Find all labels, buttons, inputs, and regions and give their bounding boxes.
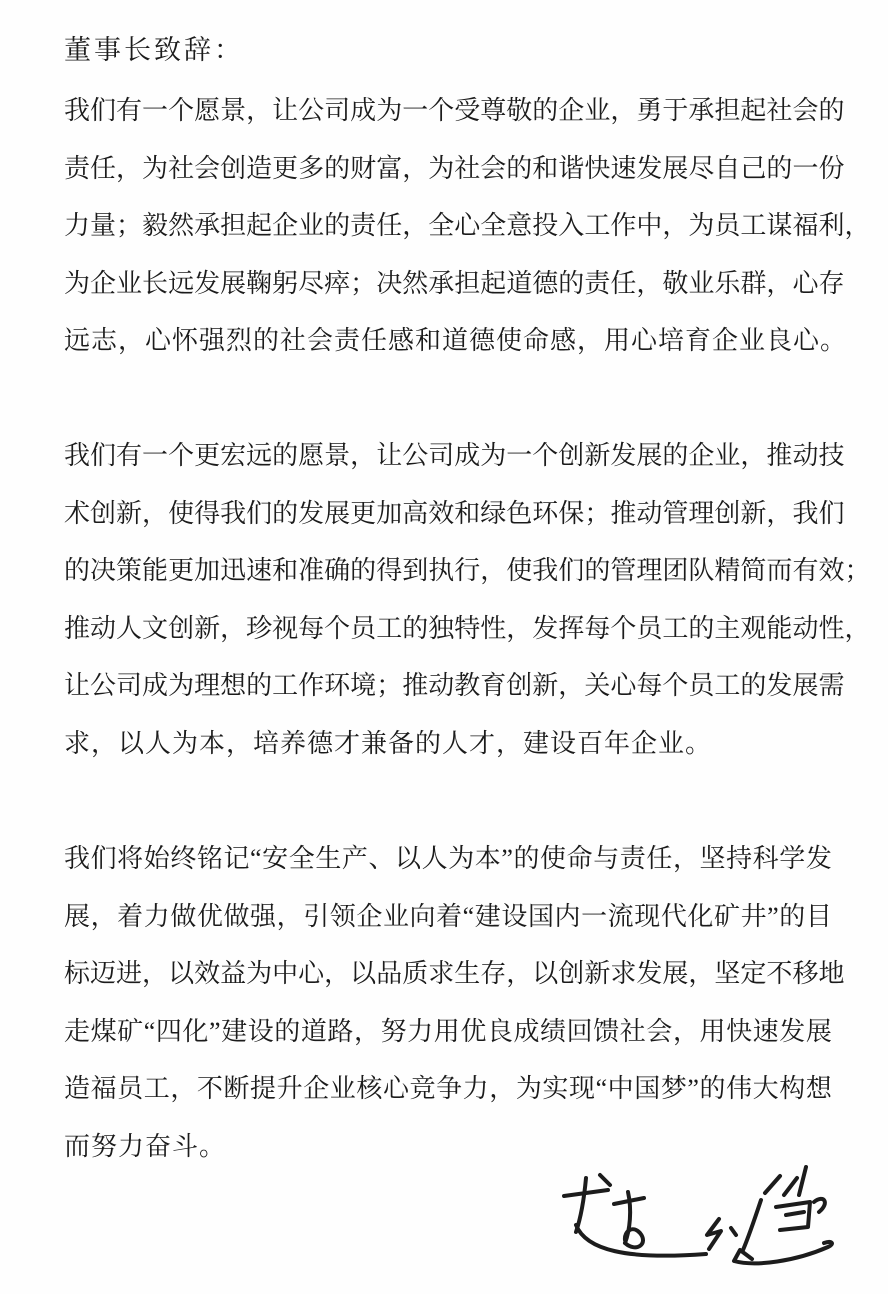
text-line: 我 们 有 一 个 愿 景 ， 让 公 司 成 为 一 个 受 尊 敬 的 企 业 ， 勇 于 承 担 起 社 会 的: [64, 96, 845, 125]
text-line: 我 们 将 始 终 铭 记 “ 安 全 生 产 、 以 人 为 本 ” 的 使 命 与 责 任 ， 坚 持 科 学 发: [64, 844, 832, 873]
text-line: 推 动 人 文 创 新 ， 珍 视 每 个 员 工 的 独 特 性 ， 发 挥 每 个 员 工 的 主 观 能 动 性 ，: [64, 613, 871, 643]
text-line: 造 福 员 工 ， 不 断 提 升 企 业 核 心 竞 争 力 ， 为 实 现 “ 中 国 梦 ” 的 伟 大 构 想: [64, 1074, 832, 1103]
text-line: 远志，心怀强烈的社会责任感和道德使命感，用心培育企业良心。: [64, 326, 848, 355]
text-line: 让 公 司 成 为 理 想 的 工 作 环 境 ； 推 动 教 育 创 新 ， 关 心 每 个 员 工 的 发 展 需: [64, 671, 845, 700]
text-line: 求，以人为本，培养德才兼备的人才，建设百年企业。: [64, 728, 713, 758]
text-line: 标 迈 进 ， 以 效 益 为 中 心 ， 以 品 质 求 生 存 ， 以 创 新 求 发 展 ， 坚 定 不 移 地: [64, 959, 845, 988]
text-line: 而努力奋斗。: [64, 1131, 227, 1161]
page-title: 董事长致辞：: [64, 35, 244, 65]
text-line: 责 任 ， 为 社 会 创 造 更 多 的 财 富 ， 为 社 会 的 和 谐 快 速 发 展 尽 自 己 的 一 份: [64, 153, 845, 183]
paragraph-vision-respected: [64, 82, 871, 370]
text-line: 为 企 业 长 远 发 展 鞠 躬 尽 瘁 ； 决 然 承 担 起 道 德 的 责 任 ， 敬 业 乐 群 ， 心 存: [64, 268, 845, 298]
paragraph-vision-innovation: [64, 427, 871, 772]
text-line: 走 煤 矿 “ 四 化 ” 建 设 的 道 路 ， 努 力 用 优 良 成 绩 回 馈 社 会 ， 用 快 速 发 展: [64, 1016, 832, 1046]
text-line: 的 决 策 能 更 加 迅 速 和 准 确 的 得 到 执 行 ， 使 我 们 的 管 理 团 队 精 简 而 有 效 ；: [64, 556, 871, 585]
text-line: 力 量 ； 毅 然 承 担 起 企 业 的 责 任 ， 全 心 全 意 投 入 工 作 中 ， 为 员 工 谋 福 利 ，: [64, 211, 871, 240]
text-line: 我 们 有 一 个 更 宏 远 的 愿 景 ， 让 公 司 成 为 一 个 创 新 发 展 的 企 业 ， 推 动 技: [64, 441, 845, 470]
paragraph-mission-commitment: [64, 830, 845, 1175]
text-line: 展 ， 着 力 做 优 做 强 ， 引 领 企 业 向 着 “ 建 设 国 内 一 流 现 代 化 矿 井 ” 的 目: [64, 901, 832, 931]
text-line: 术 创 新 ， 使 得 我 们 的 发 展 更 加 高 效 和 绿 色 环 保 ； 推 动 管 理 创 新 ， 我 们: [64, 498, 845, 528]
chairman-signature-handwriting: [556, 1155, 846, 1270]
